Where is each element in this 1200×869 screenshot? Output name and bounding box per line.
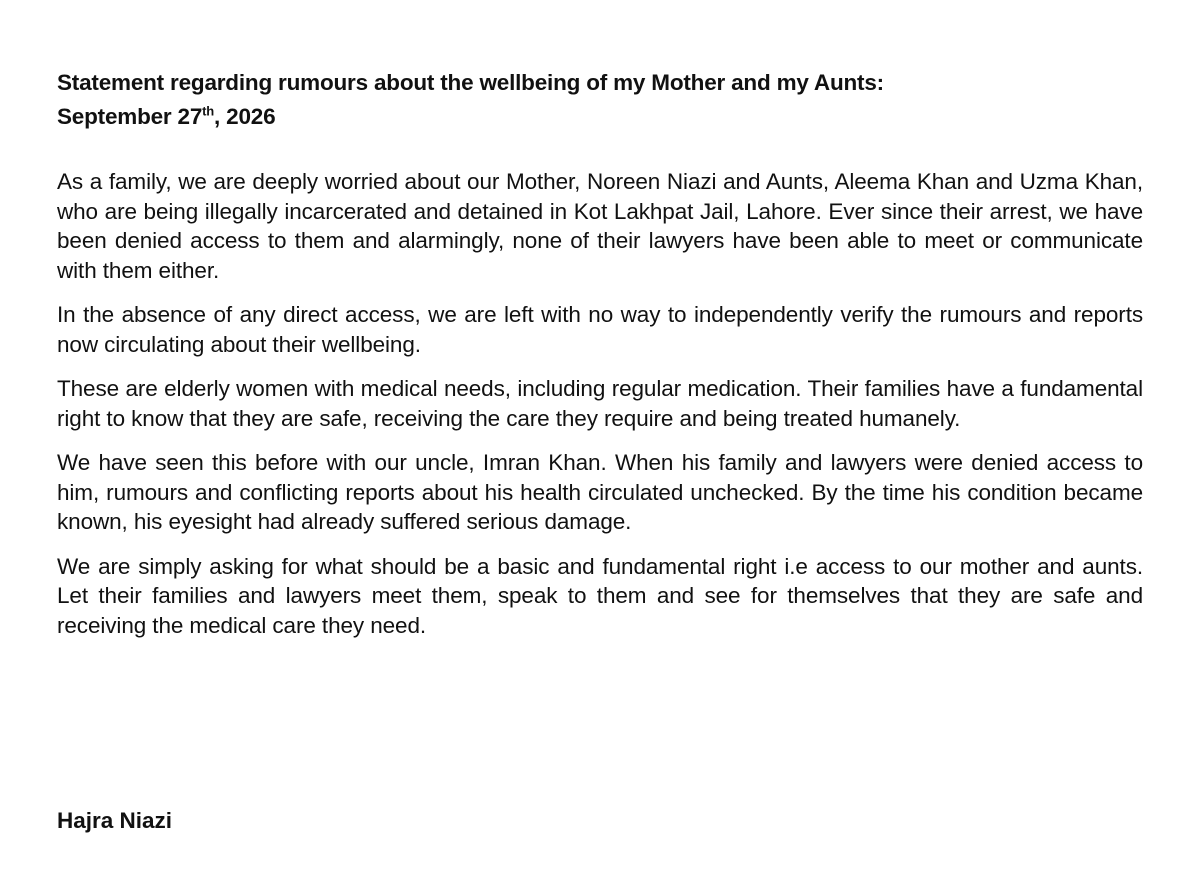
statement-title: Statement regarding rumours about the wellbeing of my Mother and my Aunts:: [57, 70, 884, 95]
paragraph-2: In the absence of any direct access, we are left with no way to independently verify the rumours and reports now circulating about their wellbeing.: [57, 302, 1143, 357]
statement-body: [57, 167, 1143, 655]
paragraph-1: As a family, we are deeply worried about our Mother, Noreen Niazi and Aunts, Aleema Khan and Uzma Khan, who are being illegally incarcerated and detained in Kot Lakhpat Jail, Lahore. Ever since their arrest, we have been denied access to them and alarmingly, none of their lawyers have been able to meet or communicate with them either.: [57, 169, 1143, 283]
date-ordinal-suffix: th: [202, 103, 215, 119]
paragraph-5: We are simply asking for what should be a basic and fundamental right i.e access to our mother and aunts. Let their families and lawyers meet them, speak to them and see for themselves that they are safe and receiving the medical care they need.: [57, 553, 1143, 638]
paragraph-3: These are elderly women with medical needs, including regular medication. Their families have a fundamental right to know that they are safe, receiving the care they require and being treated humanely.: [57, 376, 1143, 431]
statement-heading: [57, 66, 1147, 134]
paragraph-4: We have seen this before with our uncle, Imran Khan. When his family and lawyers were denied access to him, rumours and conflicting reports about his health circulated unchecked. By the time his condition became known, his eyesight had already suffered serious damage.: [57, 450, 1143, 534]
date-month-day: September 27: [57, 104, 203, 129]
signature: Hajra Niazi: [57, 808, 173, 833]
date-year: , 2026: [214, 104, 276, 129]
statement-date: [57, 100, 1147, 134]
